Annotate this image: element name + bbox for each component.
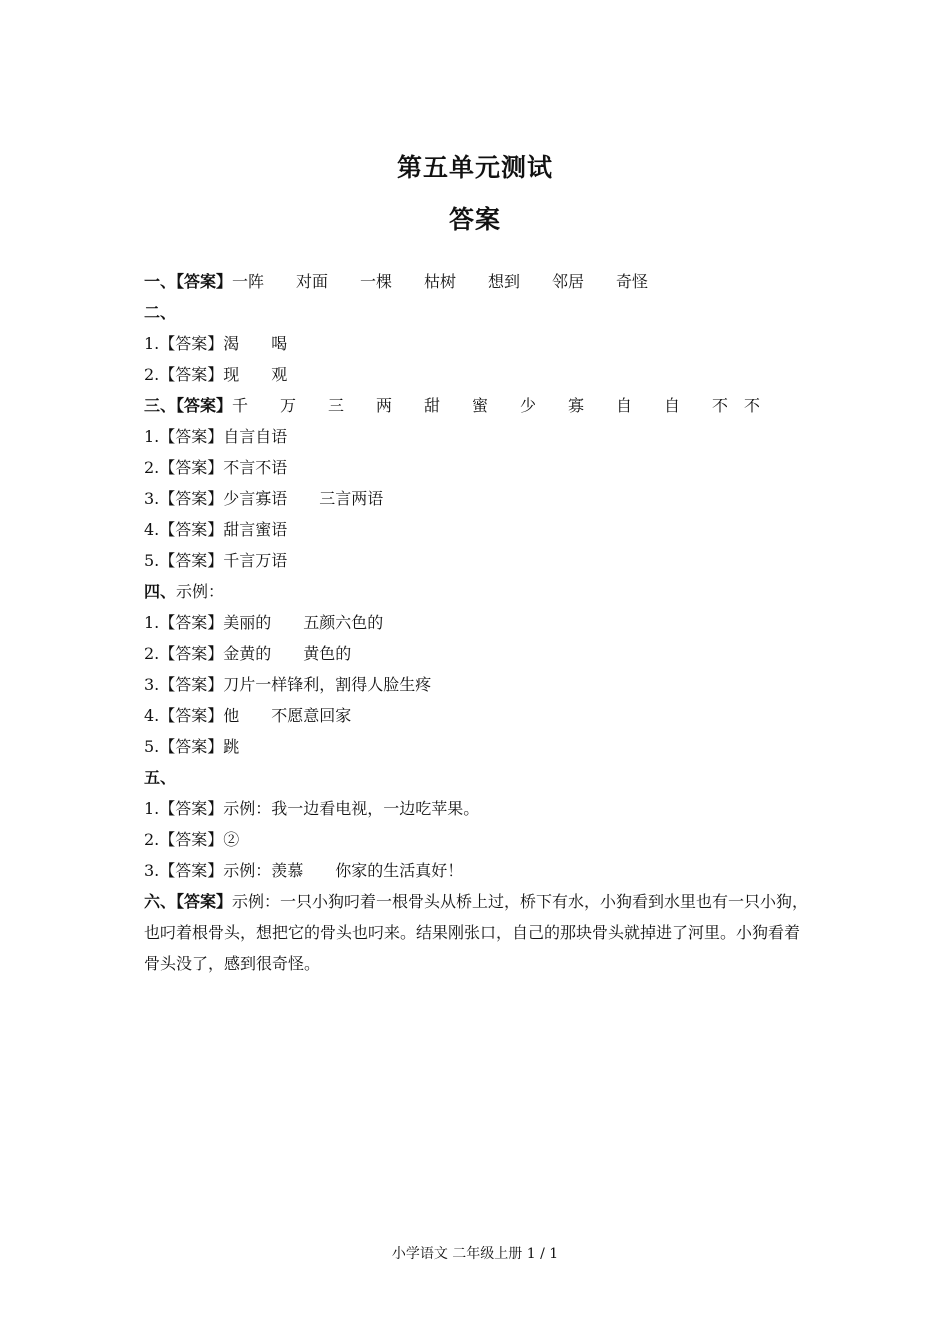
section-number: 四、 — [144, 582, 177, 601]
item-number: 3. — [144, 675, 160, 694]
answer-line — [144, 297, 814, 328]
section-number: 六、 — [144, 892, 177, 911]
answer-text: 千言万语 — [223, 551, 288, 570]
answer-line — [144, 514, 814, 545]
answer-line — [144, 824, 814, 855]
item-number: 1. — [144, 427, 160, 446]
answer-line — [144, 483, 814, 514]
answer-text: ② — [223, 830, 240, 849]
answer-paragraph — [144, 886, 814, 979]
answer-line — [144, 576, 814, 607]
answer-text: 不言不语 — [223, 458, 288, 477]
answer-line — [144, 700, 814, 731]
item-number: 4. — [144, 706, 160, 725]
answer-text: 美丽的 五颜六色的 — [223, 613, 384, 632]
answer-tag: 【答案】 — [159, 334, 224, 353]
answer-tag: 【答案】 — [176, 892, 233, 911]
item-number: 1. — [144, 799, 160, 818]
answer-line — [144, 545, 814, 576]
answer-line — [144, 328, 814, 359]
page-footer: 小学语文 二年级上册 1 / 1 — [391, 1246, 559, 1262]
answer-list — [144, 266, 814, 979]
answer-tag: 【答案】 — [159, 489, 224, 508]
item-number: 2. — [144, 458, 160, 477]
answer-text: 一阵 对面 一棵 枯树 想到 邻居 奇怪 — [232, 272, 649, 291]
answer-line — [144, 421, 814, 452]
answer-tag: 【答案】 — [159, 737, 224, 756]
answer-tag: 【答案】 — [159, 830, 224, 849]
section-number: 一、 — [144, 272, 177, 291]
answer-text: 渴 喝 — [223, 334, 288, 353]
answer-tag: 【答案】 — [176, 396, 233, 415]
answer-text: 刀片一样锋利，割得人脸生疼 — [223, 675, 432, 694]
answer-line — [144, 731, 814, 762]
answer-line — [144, 359, 814, 390]
answer-line — [144, 607, 814, 638]
item-number: 5. — [144, 737, 160, 756]
answer-tag: 【答案】 — [159, 861, 224, 880]
answer-tag: 【答案】 — [159, 613, 224, 632]
answer-text: 示例：我一边看电视，一边吃苹果。 — [223, 799, 480, 818]
answer-tag: 【答案】 — [159, 706, 224, 725]
answer-text: 自言自语 — [223, 427, 288, 446]
answer-text: 示例： — [176, 582, 225, 601]
answer-tag: 【答案】 — [159, 551, 224, 570]
answer-line — [144, 793, 814, 824]
item-number: 3. — [144, 489, 160, 508]
answer-tag: 【答案】 — [159, 427, 224, 446]
answer-line — [144, 855, 814, 886]
answer-line — [144, 669, 814, 700]
answer-text: 千 万 三 两 甜 蜜 少 寡 自 自 不 不 — [232, 396, 761, 415]
answer-line — [144, 452, 814, 483]
item-number: 2. — [144, 644, 160, 663]
item-number: 1. — [144, 334, 160, 353]
answer-text: 示例：羡慕 你家的生活真好！ — [223, 861, 464, 880]
answer-text: 示例：一只小狗叼着一根骨头从桥上过，桥下有水，小狗看到水里也有一只小狗，也叼着根骨头，想把它的骨头也叼来。结果刚张口，自己的那块骨头就掉进了河里。小狗看着骨头没了，感到很奇怪。 — [144, 892, 809, 973]
answer-text: 少言寡语 三言两语 — [223, 489, 384, 508]
answer-line — [144, 638, 814, 669]
answer-tag: 【答案】 — [159, 365, 224, 384]
answer-text: 跳 — [223, 737, 240, 756]
page-subtitle: 答案 — [448, 205, 501, 234]
section-number: 五、 — [144, 768, 177, 787]
item-number: 4. — [144, 520, 160, 539]
section-number: 三、 — [144, 396, 177, 415]
answer-text: 他 不愿意回家 — [223, 706, 352, 725]
section-number: 二、 — [144, 303, 177, 322]
answer-text: 甜言蜜语 — [223, 520, 288, 539]
item-number: 2. — [144, 365, 160, 384]
answer-text: 金黄的 黄色的 — [223, 644, 352, 663]
item-number: 3. — [144, 861, 160, 880]
answer-tag: 【答案】 — [159, 675, 224, 694]
answer-text: 现 观 — [223, 365, 288, 384]
page-title: 第五单元测试 — [396, 153, 553, 182]
answer-tag: 【答案】 — [159, 644, 224, 663]
answer-tag: 【答案】 — [159, 458, 224, 477]
answer-line — [144, 266, 814, 297]
item-number: 5. — [144, 551, 160, 570]
item-number: 1. — [144, 613, 160, 632]
item-number: 2. — [144, 830, 160, 849]
answer-tag: 【答案】 — [176, 272, 233, 291]
answer-tag: 【答案】 — [159, 520, 224, 539]
answer-line — [144, 762, 814, 793]
answer-line — [144, 390, 814, 421]
answer-tag: 【答案】 — [159, 799, 224, 818]
